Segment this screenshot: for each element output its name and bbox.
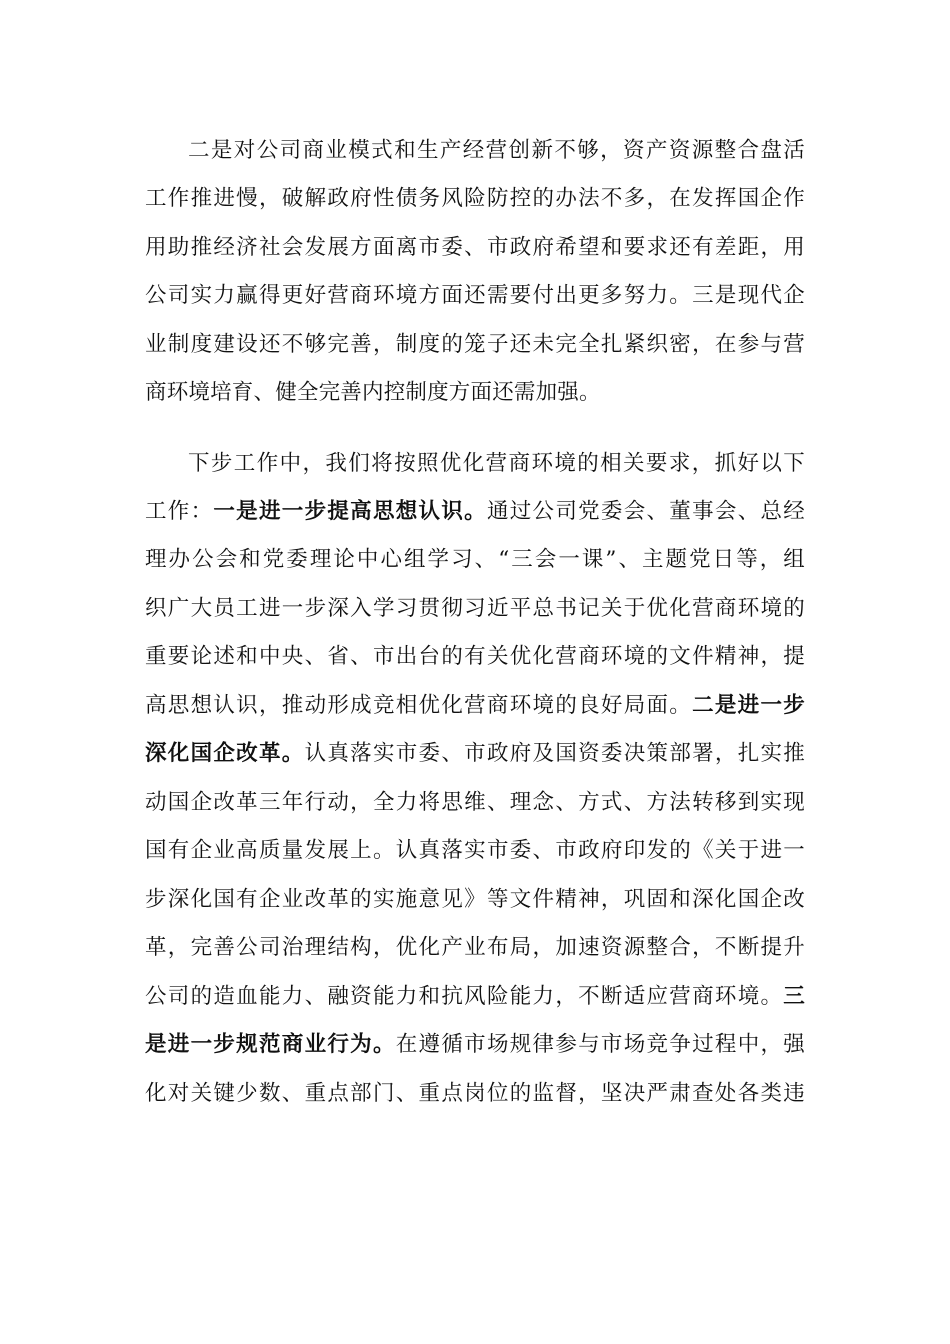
- text-line: [145, 228, 805, 268]
- text-run: 二是对公司商业模式和生产经营创新不够，资产资源整合盘活: [188, 138, 805, 163]
- text-run: 重要论述和中央、省、市出台的有关优化营商环境的文件精神，提: [145, 644, 805, 669]
- bold-text-run: 是进一步规范商业行为。: [145, 1032, 396, 1057]
- bold-text-run: 二是进一步: [692, 693, 805, 718]
- text-run: 革，完善公司治理结构，优化产业布局，加速资源整合，不断提升: [145, 935, 805, 960]
- bold-text-run: 三: [783, 984, 805, 1009]
- text-run: 动国企改革三年行动，全力将思维、理念、方式、方法转移到实现: [145, 790, 805, 815]
- bold-text-run: 深化国企改革。: [145, 741, 305, 766]
- bold-text-run: 一是进一步提高思想认识。: [213, 499, 487, 524]
- text-run: 公司实力赢得更好营商环境方面还需要付出更多努力。三是现代企: [145, 283, 805, 308]
- text-run: 商环境培育、健全完善内控制度方面还需加强。: [145, 380, 601, 405]
- text-run: 下步工作中，我们将按照优化营商环境的相关要求，抓好以下: [188, 451, 805, 476]
- text-run: 织广大员工进一步深入学习贯彻习近平总书记关于优化营商环境的: [145, 596, 805, 621]
- text-run: 化对关键少数、重点部门、重点岗位的监督，坚决严肃查处各类违: [145, 1081, 805, 1106]
- text-line: [145, 540, 805, 580]
- text-line: [145, 276, 805, 316]
- text-line: [145, 686, 805, 726]
- text-line: [145, 734, 805, 774]
- text-line: [145, 1074, 805, 1114]
- text-run: 公司的造血能力、融资能力和抗风险能力，不断适应营商环境。: [145, 984, 784, 1009]
- text-line: [145, 977, 805, 1017]
- text-run: 理办公会和党委理论中心组学习、“三会一课”、主题党日等，组: [145, 547, 805, 572]
- text-line: [145, 589, 805, 629]
- text-line: [145, 880, 805, 920]
- text-line: [145, 783, 805, 823]
- text-run: 高思想认识，推动形成竞相优化营商环境的良好局面。: [145, 693, 693, 718]
- text-run: 步深化国有企业改革的实施意见》等文件精神，巩固和深化国企改: [145, 887, 805, 912]
- text-run: 用助推经济社会发展方面离市委、市政府希望和要求还有差距，用: [145, 235, 805, 260]
- text-run: 通过公司党委会、董事会、总经: [486, 499, 805, 524]
- text-line: [145, 831, 805, 871]
- text-run: 业制度建设还不够完善，制度的笼子还未完全扎紧织密，在参与营: [145, 332, 805, 357]
- text-line: [145, 325, 805, 365]
- text-run: 工作推进慢，破解政府性债务风险防控的办法不多，在发挥国企作: [145, 186, 805, 211]
- text-line: [145, 1025, 805, 1065]
- text-run: 工作：: [145, 499, 214, 524]
- text-line: [145, 492, 805, 532]
- text-line: [145, 637, 805, 677]
- text-line: [188, 131, 805, 171]
- text-line: [188, 444, 805, 484]
- text-line: [145, 373, 805, 413]
- text-line: [145, 179, 805, 219]
- text-run: 在遵循市场规律参与市场竞争过程中，强: [395, 1032, 805, 1057]
- text-run: 国有企业高质量发展上。认真落实市委、市政府印发的《关于进一: [145, 838, 805, 863]
- text-line: [145, 928, 805, 968]
- text-run: 认真落实市委、市政府及国资委决策部署，扎实推: [304, 741, 805, 766]
